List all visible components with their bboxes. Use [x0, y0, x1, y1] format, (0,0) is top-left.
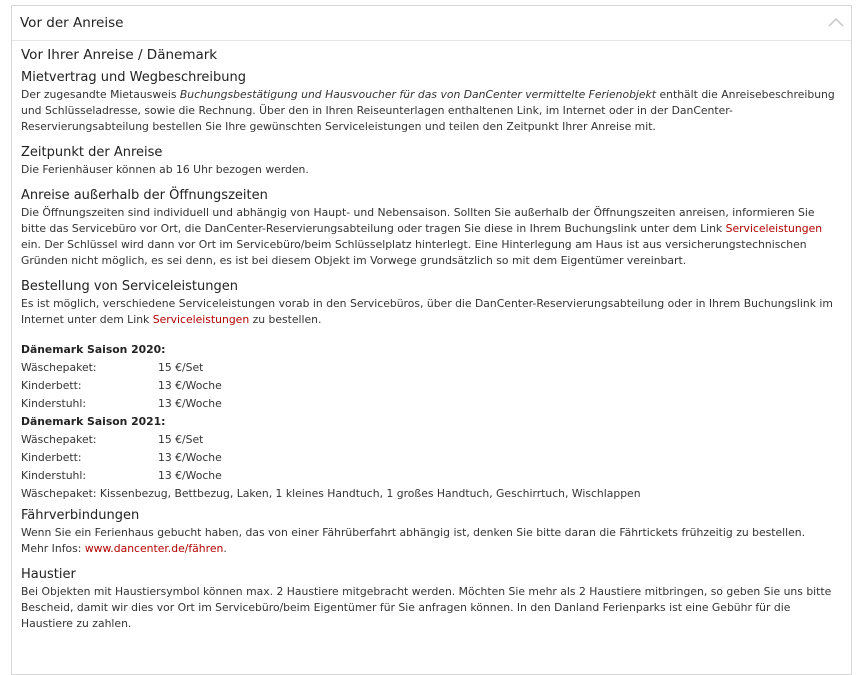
- price-value: 15 €/Set: [158, 433, 204, 446]
- price-label: Wäschepaket:: [21, 361, 97, 374]
- accordion-content: [12, 41, 851, 632]
- section-bestellung: [21, 279, 842, 328]
- section-title: Zeitpunkt der Anreise: [21, 145, 163, 160]
- waeschepaket-note: Wäschepaket: Kissenbezug, Bettbezug, Laken, 1 kleines Handtuch, 1 großes Handtuch, Geschirrtuch, Wischlappen: [21, 487, 641, 500]
- text-part: .: [223, 542, 227, 555]
- text-part: Es ist möglich, verschiedene Serviceleistungen vorab in den Servicebüros, über die DanCenter-Reservierungsabteilung oder in Ihrem Buchungslink im Internet unter dem Link: [21, 297, 833, 326]
- serviceleistungen-link[interactable]: Serviceleistungen: [152, 313, 250, 326]
- text-part: zu bestellen.: [249, 313, 322, 326]
- section-title: Bestellung von Serviceleistungen: [21, 279, 238, 294]
- section-ausserhalb: [21, 188, 842, 269]
- price-value: 13 €/Woche: [158, 451, 222, 464]
- table-row: [21, 431, 222, 449]
- section-haustier: [21, 567, 842, 632]
- section-title: Haustier: [21, 567, 76, 582]
- price-table-2021: [21, 431, 222, 485]
- season-heading-2020: Dänemark Saison 2020:: [21, 343, 166, 356]
- price-label: Kinderstuhl:: [21, 469, 87, 482]
- page-heading: Vor Ihrer Anreise / Dänemark: [21, 47, 218, 63]
- price-value: 13 €/Woche: [158, 469, 222, 482]
- text-part: ein. Der Schlüssel wird dann vor Ort im Servicebüro/beim Schlüsselplatz hinterlegt. Eine Hinterlegung am Haus ist aus versicherungstechnischen Gründen nicht möglich, es sei denn, es ist bei diesem Objekt im Vorwege grundsätzlich so mit dem Eigentümer vereinbart.: [21, 238, 807, 267]
- faehren-link[interactable]: www.dancenter.de/fähren: [84, 542, 224, 555]
- chevron-up-icon[interactable]: [827, 15, 845, 29]
- accordion-panel: [11, 5, 852, 675]
- table-row: [21, 449, 222, 467]
- more-info-label: Mehr Infos:: [21, 542, 85, 555]
- section-title: Fährverbindungen: [21, 508, 140, 523]
- price-value: 13 €/Woche: [158, 397, 222, 410]
- section-zeitpunkt: [21, 145, 842, 178]
- table-row: [21, 395, 222, 413]
- accordion-header[interactable]: [12, 6, 851, 41]
- price-value: 15 €/Set: [158, 361, 204, 374]
- section-title: Anreise außerhalb der Öffnungszeiten: [21, 188, 268, 203]
- table-row: [21, 377, 222, 395]
- text-italic: Buchungsbestätigung und Hausvoucher für das von DanCenter vermittelte Ferienobjekt: [179, 88, 657, 101]
- section-text: Die Ferienhäuser können ab 16 Uhr bezogen werden.: [21, 163, 309, 176]
- text-part: Die Öffnungszeiten sind individuell und abhängig von Haupt- und Nebensaison. Sollten Sie außerhalb der Öffnungszeiten anreisen, informieren Sie bitte das Servicebüro vor Ort, die DanCenter-Reservierungsabteilung oder tragen Sie diese in Ihrem Buchungslink unter dem Link: [21, 206, 815, 235]
- section-title: Mietvertrag und Wegbeschreibung: [21, 70, 247, 85]
- more-info-line: [21, 541, 842, 557]
- section-text: [21, 296, 842, 328]
- price-label: Kinderstuhl:: [21, 397, 87, 410]
- serviceleistungen-link[interactable]: Serviceleistungen: [725, 222, 823, 235]
- table-row: [21, 359, 222, 377]
- price-label: Kinderbett:: [21, 379, 82, 392]
- section-text: Bei Objekten mit Haustiersymbol können max. 2 Haustiere mitgebracht werden. Möchten Sie mehr als 2 Haustiere mitbringen, so geben Sie uns bitte Bescheid, damit wir dies vor Ort im Servicebüro/beim Eigentümer für Sie anfragen können. In den Danland Ferienparks ist eine Gebühr für die Haustiere zu zahlen.: [21, 585, 832, 630]
- section-text: [21, 87, 842, 135]
- section-mietvertrag: [21, 70, 842, 135]
- price-list: [21, 341, 842, 502]
- text-part: enthält die Anreisebeschreibung und Schlüsseladresse, sowie die Rechnung. Über den in Ihren Reiseunterlagen enthaltenen Link, im Internet oder in der DanCenter-Reservierungsabteilung bestellen Sie Ihre gewünschten Serviceleistungen und teilen den Zeitpunkt Ihrer Anreise mit.: [21, 88, 835, 133]
- table-row: [21, 467, 222, 485]
- price-table-2020: [21, 359, 222, 413]
- price-value: 13 €/Woche: [158, 379, 222, 392]
- section-faehre: [21, 508, 842, 557]
- section-text: [21, 205, 842, 269]
- season-heading-2021: Dänemark Saison 2021:: [21, 415, 166, 428]
- price-label: Kinderbett:: [21, 451, 82, 464]
- accordion-title: Vor der Anreise: [20, 15, 124, 31]
- text-part: Der zugesandte Mietausweis: [21, 88, 180, 101]
- price-label: Wäschepaket:: [21, 433, 97, 446]
- section-text: Wenn Sie ein Ferienhaus gebucht haben, das von einer Fährüberfahrt abhängig ist, denken Sie bitte daran die Fährtickets frühzeitig zu bestellen.: [21, 526, 806, 539]
